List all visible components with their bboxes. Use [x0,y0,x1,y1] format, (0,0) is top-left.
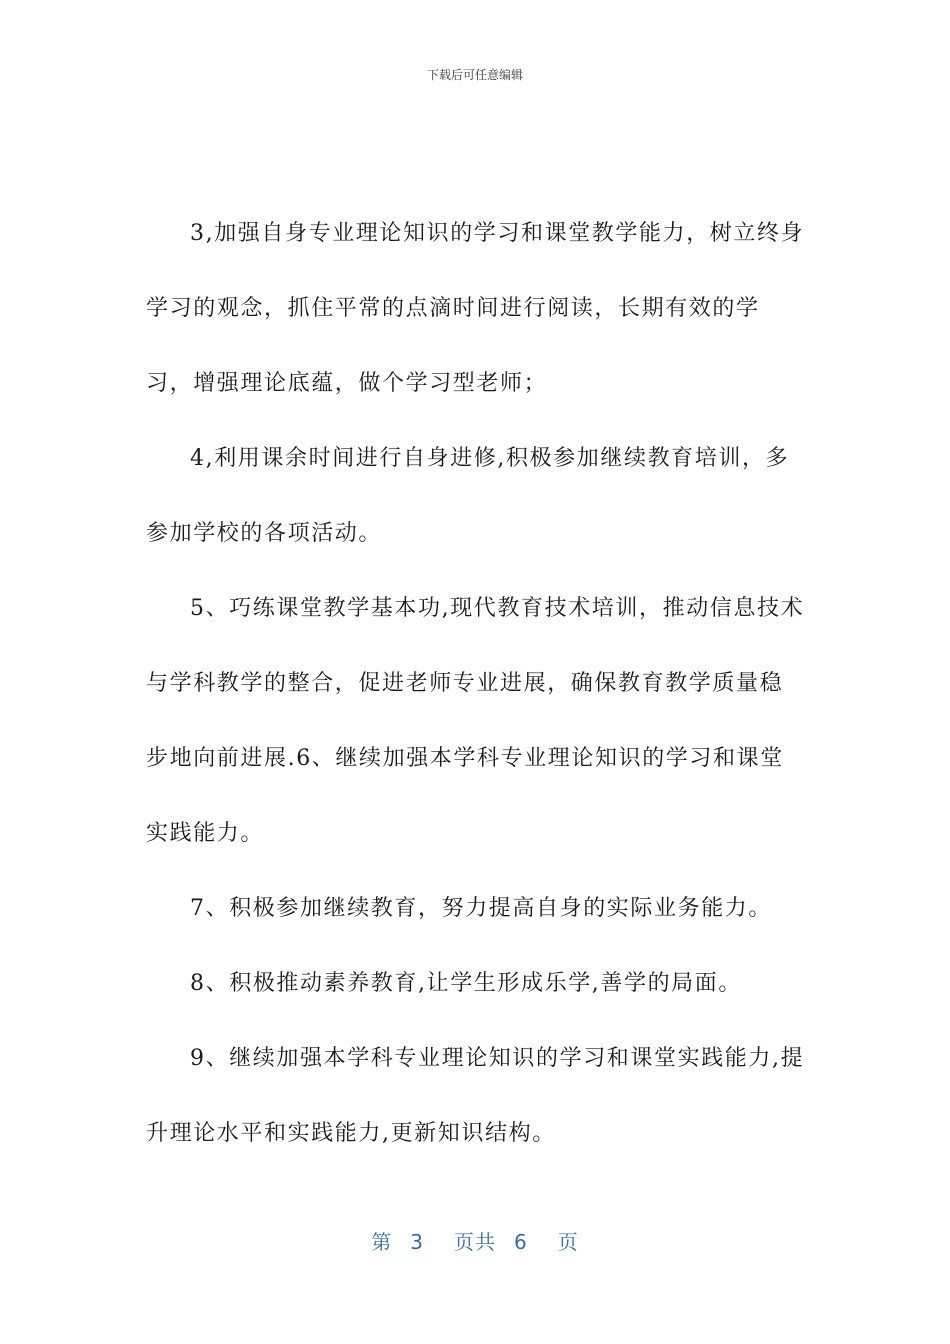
footer-total-pages: 6 [514,1230,528,1254]
footer-prefix: 第 [371,1230,393,1254]
paragraph-4: 4,利用课余时间进行自身进修,积极参加继续教育培训，多参加学校的各项活动。 [146,446,790,546]
footer-middle: 页共 [454,1230,496,1254]
footer-suffix: 页 [557,1230,579,1254]
paragraph-5: 5、巧练课堂教学基本功,现代教育技术培训，推动信息技术与学科教学的整合，促进老师专业进展，确保教育教学质量稳步地向前进展.6、继续加强本学科专业理论知识的学习和课堂实践能力。 [146,596,805,846]
paragraph-7: 7、积极参加继续教育，努力提高自身的实际业务能力。 [190,896,772,921]
header-note: 下载后可任意编辑 [426,68,523,82]
paragraph-8: 8、积极推动素养教育,让学生形成乐学,善学的局面。 [190,971,742,996]
footer-current-page: 3 [410,1230,424,1254]
body-text [146,196,806,1171]
page-footer [0,1226,950,1255]
paragraph-9: 9、继续加强本学科专业理论知识的学习和课堂实践能力,提升理论水平和实践能力,更新知识结构。 [146,1046,805,1146]
paragraph-3: 3,加强自身专业理论知识的学习和课堂教学能力，树立终身学习的观念，抓住平常的点滴时间进行阅读，长期有效的学习，增强理论底蕴，做个学习型老师； [146,221,805,396]
